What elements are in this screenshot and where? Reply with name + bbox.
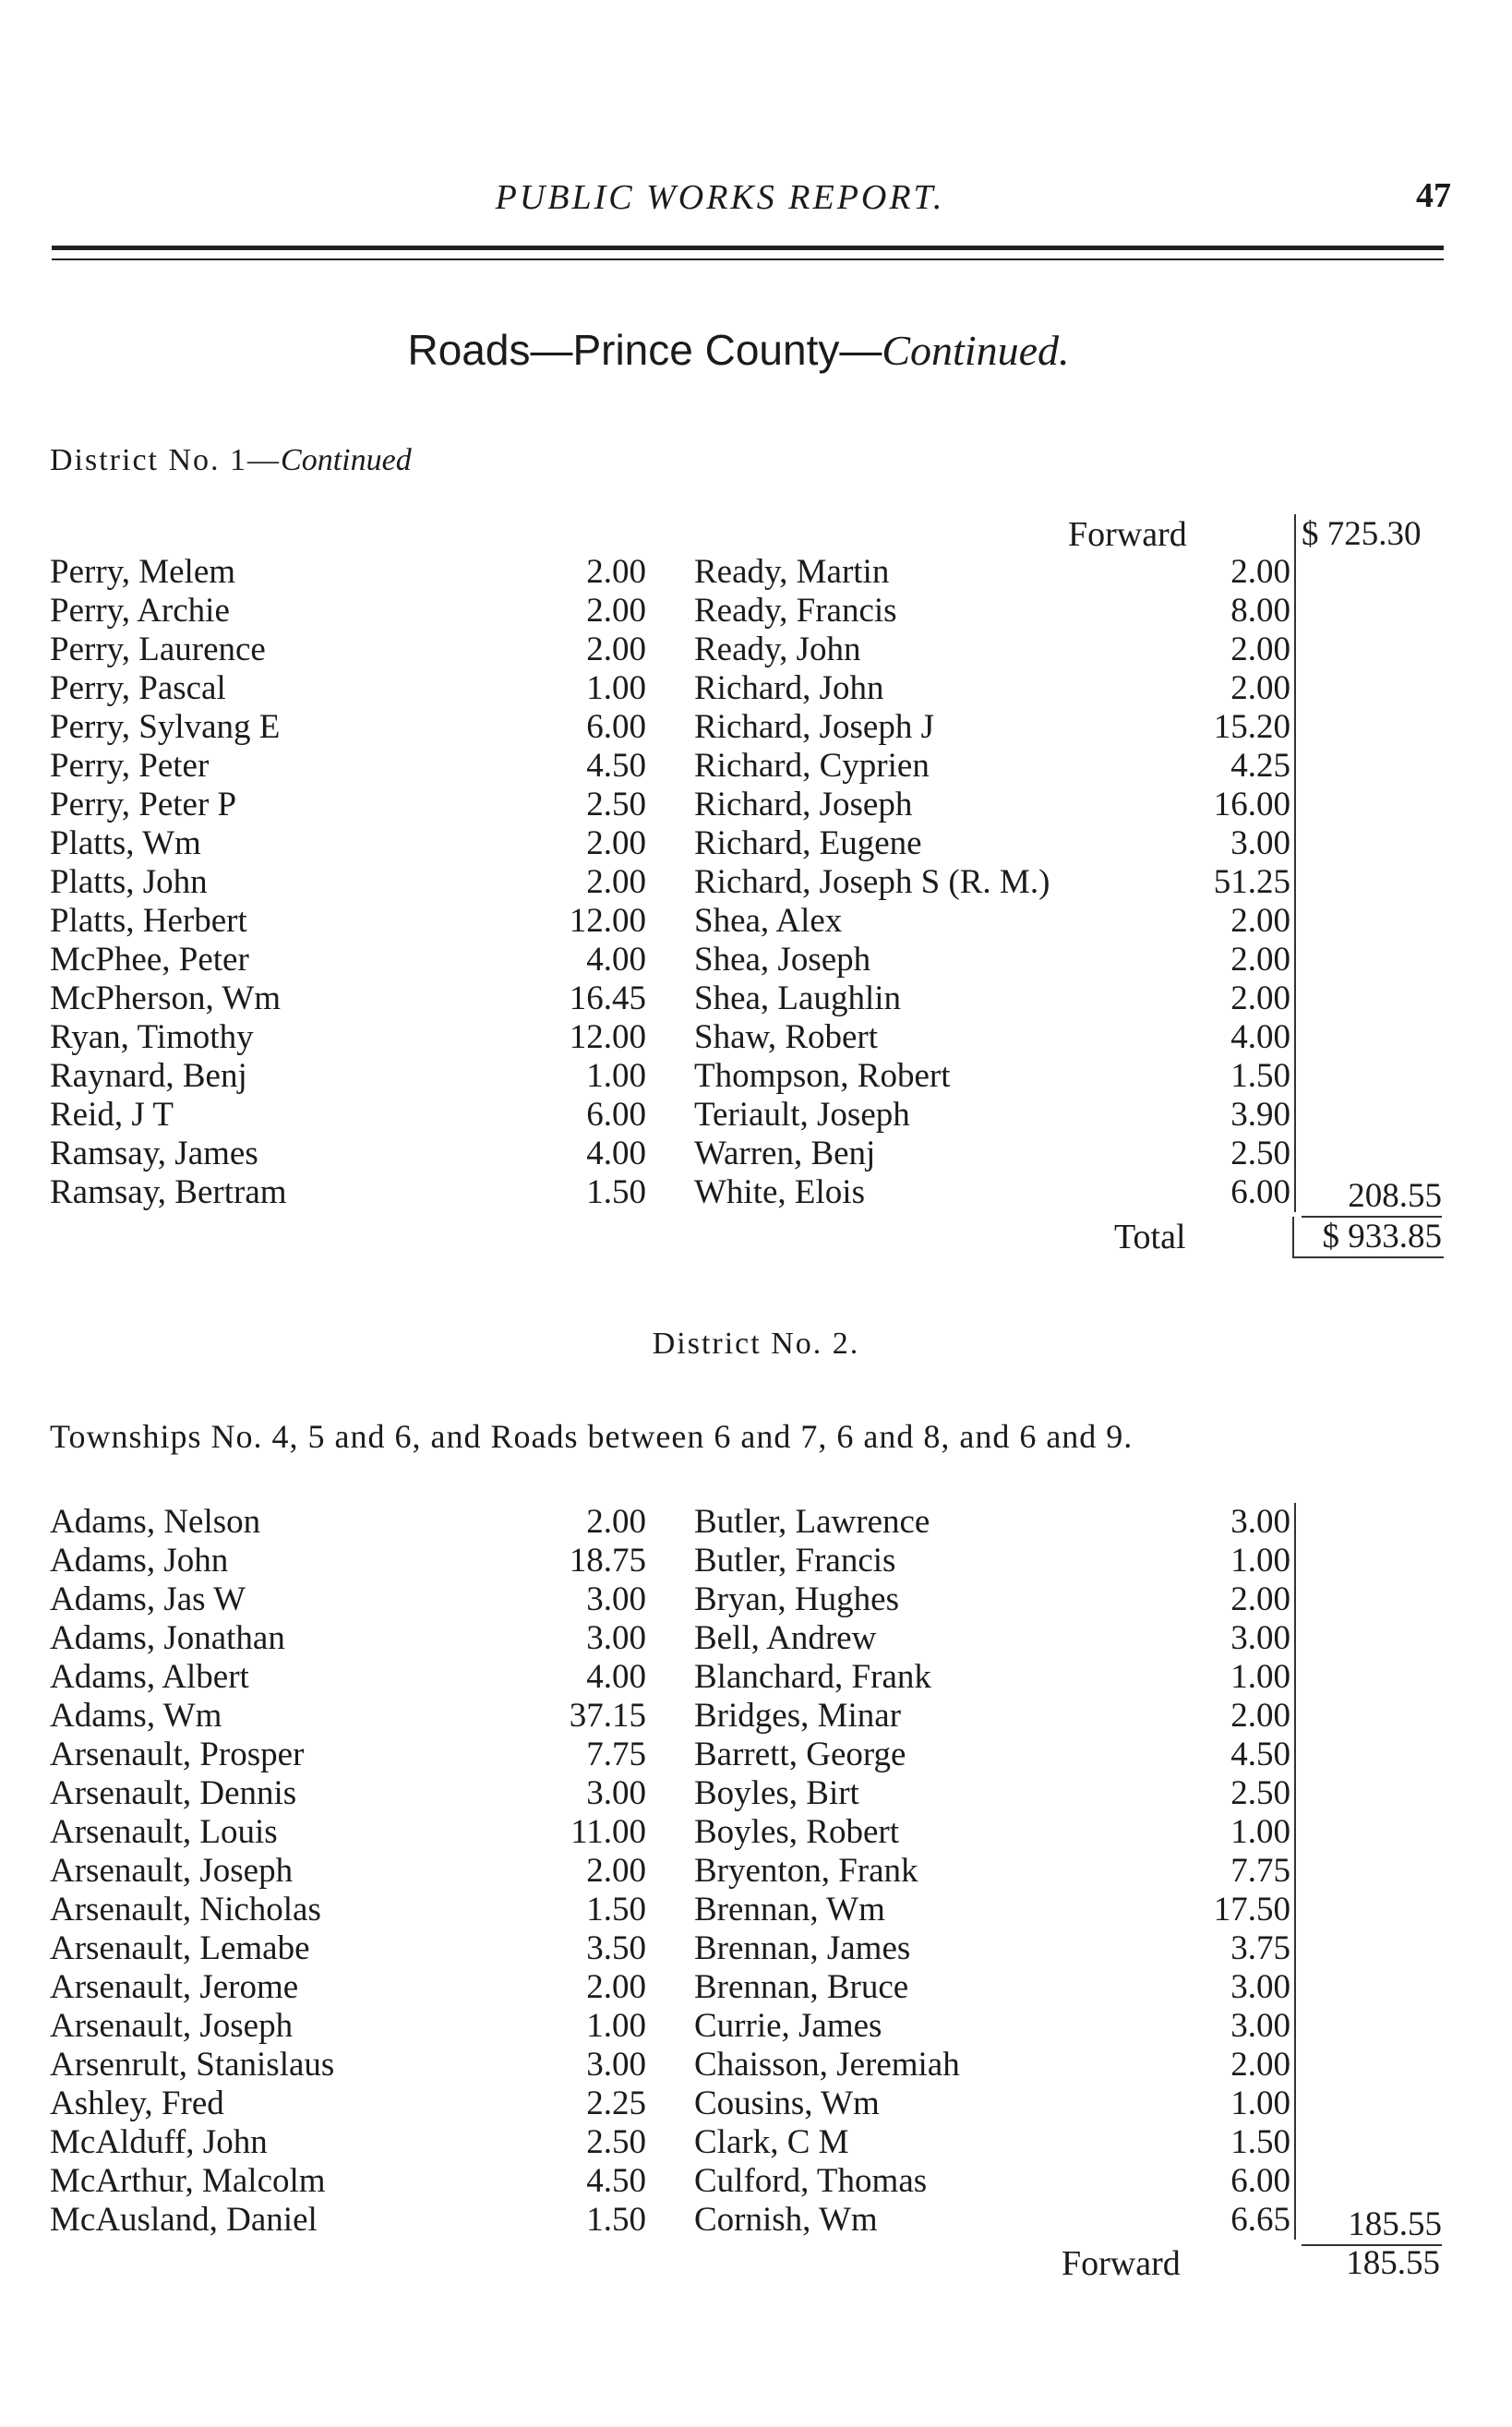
- entry-amount: 3.50: [586, 1929, 646, 1967]
- district-1-heading-text: District No. 1—: [50, 443, 282, 477]
- entry-name: Cornish, Wm: [694, 2201, 878, 2239]
- entry-name: Blanchard, Frank: [694, 1658, 931, 1696]
- entry-amount: 2.00: [1230, 1697, 1290, 1735]
- entry-name: Boyles, Birt: [694, 1774, 859, 1812]
- forward-value-bottom: 185.55: [1346, 2244, 1440, 2282]
- entry-amount: 3.00: [1230, 824, 1290, 862]
- entry-amount: 2.00: [1230, 979, 1290, 1017]
- entry-name: Cousins, Wm: [694, 2085, 880, 2122]
- entry-name: McPhee, Peter: [50, 941, 249, 979]
- entry-name: Ramsay, Bertram: [50, 1173, 287, 1211]
- entry-name: Richard, Joseph J: [694, 708, 934, 746]
- entry-name: Clark, C M: [694, 2123, 849, 2161]
- entry-name: Ready, John: [694, 631, 861, 668]
- townships-line: Townships No. 4, 5 and 6, and Roads between 6 and 7, 6 and 8, and 6 and 9.: [50, 1418, 1134, 1455]
- entry-name: Arsenault, Lemabe: [50, 1929, 310, 1967]
- entry-amount: 51.25: [1213, 863, 1290, 901]
- forward-label: Forward: [1068, 515, 1187, 554]
- header-rule-thin: [52, 258, 1444, 260]
- entry-name: Ready, Francis: [694, 592, 897, 630]
- entry-amount: 37.15: [569, 1697, 646, 1735]
- district-2-heading: District No. 2.: [652, 1327, 860, 1361]
- total-label: Total: [1114, 1218, 1186, 1256]
- entry-amount: 11.00: [570, 1813, 646, 1851]
- entry-amount: 2.50: [586, 2123, 646, 2161]
- entry-name: Bridges, Minar: [694, 1697, 902, 1735]
- entry-amount: 2.00: [586, 631, 646, 668]
- entry-name: Bell, Andrew: [694, 1619, 877, 1657]
- entry-name: McPherson, Wm: [50, 979, 282, 1017]
- entry-name: Boyles, Robert: [694, 1813, 899, 1851]
- entry-name: Adams, Jonathan: [50, 1619, 285, 1657]
- entry-amount: 2.00: [586, 824, 646, 862]
- entry-name: McArthur, Malcolm: [50, 2162, 326, 2200]
- entry-amount: 3.00: [1230, 1503, 1290, 1541]
- entry-name: McAlduff, John: [50, 2123, 268, 2161]
- entry-name: Reid, J T: [50, 1096, 174, 1134]
- entry-name: Perry, Archie: [50, 592, 230, 630]
- entry-amount: 6.00: [586, 708, 646, 746]
- entry-name: Arsenault, Louis: [50, 1813, 278, 1851]
- entry-name: Shea, Alex: [694, 902, 843, 940]
- entry-amount: 15.20: [1213, 708, 1290, 746]
- entry-amount: 3.00: [1230, 2007, 1290, 2045]
- entry-amount: 1.00: [586, 669, 646, 707]
- forward-value: $ 725.30: [1294, 514, 1458, 554]
- entry-amount: 2.00: [586, 1503, 646, 1541]
- entry-name: Adams, John: [50, 1542, 229, 1580]
- entry-name: Chaisson, Jeremiah: [694, 2046, 960, 2084]
- total-value: $ 933.85: [1292, 1217, 1444, 1258]
- entry-name: Platts, Herbert: [50, 902, 247, 940]
- entry-amount: 16.45: [569, 979, 646, 1017]
- entry-amount: 2.50: [1230, 1135, 1290, 1172]
- entry-amount: 3.00: [586, 2046, 646, 2084]
- page-number: 47: [1416, 176, 1451, 215]
- entry-amount: 3.00: [586, 1619, 646, 1657]
- entry-amount: 3.00: [586, 1774, 646, 1812]
- entry-amount: 1.50: [586, 1173, 646, 1211]
- entry-name: Arsenault, Prosper: [50, 1736, 305, 1773]
- entry-amount: 4.00: [1230, 1018, 1290, 1056]
- entry-name: Arsenault, Joseph: [50, 1852, 294, 1890]
- section-title-main: Roads—Prince County—: [407, 326, 882, 374]
- entry-name: Brennan, Bruce: [694, 1968, 909, 2006]
- entry-name: Adams, Nelson: [50, 1503, 261, 1541]
- entry-amount: 3.75: [1230, 1929, 1290, 1967]
- entry-amount: 6.00: [586, 1096, 646, 1134]
- district-1-subtotal: 208.55: [1302, 1176, 1442, 1218]
- entry-name: Raynard, Benj: [50, 1057, 247, 1095]
- entry-name: Arsenault, Joseph: [50, 2007, 294, 2045]
- entry-amount: 6.00: [1230, 2162, 1290, 2200]
- entry-name: Richard, John: [694, 669, 884, 707]
- entry-name: Brennan, Wm: [694, 1891, 885, 1928]
- entry-amount: 18.75: [569, 1542, 646, 1580]
- entry-name: Bryenton, Frank: [694, 1852, 918, 1890]
- entry-name: Shea, Joseph: [694, 941, 871, 979]
- entry-name: Culford, Thomas: [694, 2162, 928, 2200]
- entry-name: Richard, Joseph: [694, 786, 913, 823]
- entry-name: Richard, Joseph S (R. M.): [694, 863, 1050, 901]
- entry-name: Perry, Melem: [50, 553, 236, 591]
- entry-name: Perry, Sylvang E: [50, 708, 281, 746]
- entry-name: Ramsay, James: [50, 1135, 258, 1172]
- district-2-left-names: [50, 1503, 530, 2240]
- entry-name: Barrett, George: [694, 1736, 906, 1773]
- entry-amount: 4.25: [1230, 747, 1290, 785]
- entry-amount: 1.50: [1230, 2123, 1290, 2161]
- entry-amount: 2.00: [586, 1852, 646, 1890]
- entry-amount: 17.50: [1213, 1891, 1290, 1928]
- forward-label-bottom: Forward: [1062, 2244, 1181, 2283]
- district-2-subtotal: 185.55: [1302, 2205, 1442, 2246]
- entry-name: Bryan, Hughes: [694, 1580, 899, 1618]
- entry-name: Shaw, Robert: [694, 1018, 879, 1056]
- entry-name: Richard, Eugene: [694, 824, 922, 862]
- entry-amount: 8.00: [1230, 592, 1290, 630]
- entry-name: Butler, Francis: [694, 1542, 896, 1580]
- entry-name: Shea, Laughlin: [694, 979, 902, 1017]
- entry-name: Arsenault, Nicholas: [50, 1891, 321, 1928]
- entry-amount: 1.50: [586, 1891, 646, 1928]
- entry-amount: 12.00: [569, 902, 646, 940]
- entry-name: White, Elois: [694, 1173, 865, 1211]
- entry-name: Perry, Pascal: [50, 669, 226, 707]
- entry-amount: 7.75: [586, 1736, 646, 1773]
- entry-name: Ryan, Timothy: [50, 1018, 254, 1056]
- entry-amount: 2.00: [1230, 902, 1290, 940]
- entry-name: Platts, Wm: [50, 824, 201, 862]
- entry-name: Warren, Benj: [694, 1135, 876, 1172]
- entry-amount: 2.00: [586, 553, 646, 591]
- entry-amount: 2.00: [1230, 2046, 1290, 2084]
- district-1-heading: [50, 443, 412, 478]
- entry-amount: 2.25: [586, 2085, 646, 2122]
- district-1-left-amounts: [517, 553, 646, 1212]
- entry-name: Adams, Jas W: [50, 1580, 246, 1618]
- district-1-heading-continued: Continued: [281, 443, 412, 477]
- entry-amount: 4.50: [586, 747, 646, 785]
- entry-name: Richard, Cyprien: [694, 747, 930, 785]
- entry-amount: 2.00: [586, 863, 646, 901]
- entry-name: Adams, Wm: [50, 1697, 222, 1735]
- district-1-right-amounts: [1163, 553, 1296, 1212]
- entry-amount: 4.00: [586, 1135, 646, 1172]
- entry-amount: 1.00: [1230, 1658, 1290, 1696]
- entry-name: Adams, Albert: [50, 1658, 249, 1696]
- entry-amount: 2.50: [586, 786, 646, 823]
- entry-name: Arsenault, Jerome: [50, 1968, 299, 2006]
- district-2-right-amounts: [1163, 1503, 1296, 2240]
- entry-amount: 6.65: [1230, 2201, 1290, 2239]
- entry-amount: 1.00: [586, 1057, 646, 1095]
- header-rule: [52, 246, 1444, 250]
- entry-amount: 3.90: [1230, 1096, 1290, 1134]
- entry-name: Arsenault, Dennis: [50, 1774, 297, 1812]
- entry-name: Butler, Lawrence: [694, 1503, 930, 1541]
- page-header-title: PUBLIC WORKS REPORT.: [495, 178, 945, 217]
- entry-amount: 4.50: [1230, 1736, 1290, 1773]
- entry-amount: 2.00: [1230, 669, 1290, 707]
- entry-amount: 2.00: [1230, 553, 1290, 591]
- entry-name: Perry, Laurence: [50, 631, 266, 668]
- entry-amount: 6.00: [1230, 1173, 1290, 1211]
- entry-amount: 3.00: [586, 1580, 646, 1618]
- entry-amount: 4.50: [586, 2162, 646, 2200]
- entry-amount: 1.00: [1230, 2085, 1290, 2122]
- entry-amount: 1.00: [586, 2007, 646, 2045]
- entry-amount: 2.50: [1230, 1774, 1290, 1812]
- entry-name: Ready, Martin: [694, 553, 890, 591]
- entry-amount: 3.00: [1230, 1619, 1290, 1657]
- entry-amount: 12.00: [569, 1018, 646, 1056]
- entry-amount: 4.00: [586, 1658, 646, 1696]
- entry-name: Platts, John: [50, 863, 208, 901]
- entry-name: Ashley, Fred: [50, 2085, 224, 2122]
- entry-amount: 1.00: [1230, 1542, 1290, 1580]
- section-title-continued: Continued.: [882, 327, 1070, 374]
- entry-amount: 4.00: [586, 941, 646, 979]
- entry-amount: 2.00: [586, 592, 646, 630]
- entry-amount: 1.00: [1230, 1813, 1290, 1851]
- entry-name: Brennan, James: [694, 1929, 911, 1967]
- entry-amount: 2.00: [586, 1968, 646, 2006]
- district-2-left-amounts: [517, 1503, 646, 2240]
- entry-amount: 16.00: [1213, 786, 1290, 823]
- entry-amount: 7.75: [1230, 1852, 1290, 1890]
- entry-amount: 1.50: [586, 2201, 646, 2239]
- entry-name: Teriault, Joseph: [694, 1096, 910, 1134]
- entry-amount: 1.50: [1230, 1057, 1290, 1095]
- district-1-left-names: [50, 553, 530, 1212]
- entry-name: Perry, Peter P: [50, 786, 237, 823]
- entry-name: Arsenrult, Stanislaus: [50, 2046, 335, 2084]
- entry-name: Currie, James: [694, 2007, 882, 2045]
- entry-amount: 2.00: [1230, 941, 1290, 979]
- entry-amount: 3.00: [1230, 1968, 1290, 2006]
- entry-name: Thompson, Robert: [694, 1057, 951, 1095]
- entry-name: McAusland, Daniel: [50, 2201, 318, 2239]
- entry-amount: 2.00: [1230, 631, 1290, 668]
- section-title: [0, 325, 1477, 375]
- entry-name: Perry, Peter: [50, 747, 210, 785]
- entry-amount: 2.00: [1230, 1580, 1290, 1618]
